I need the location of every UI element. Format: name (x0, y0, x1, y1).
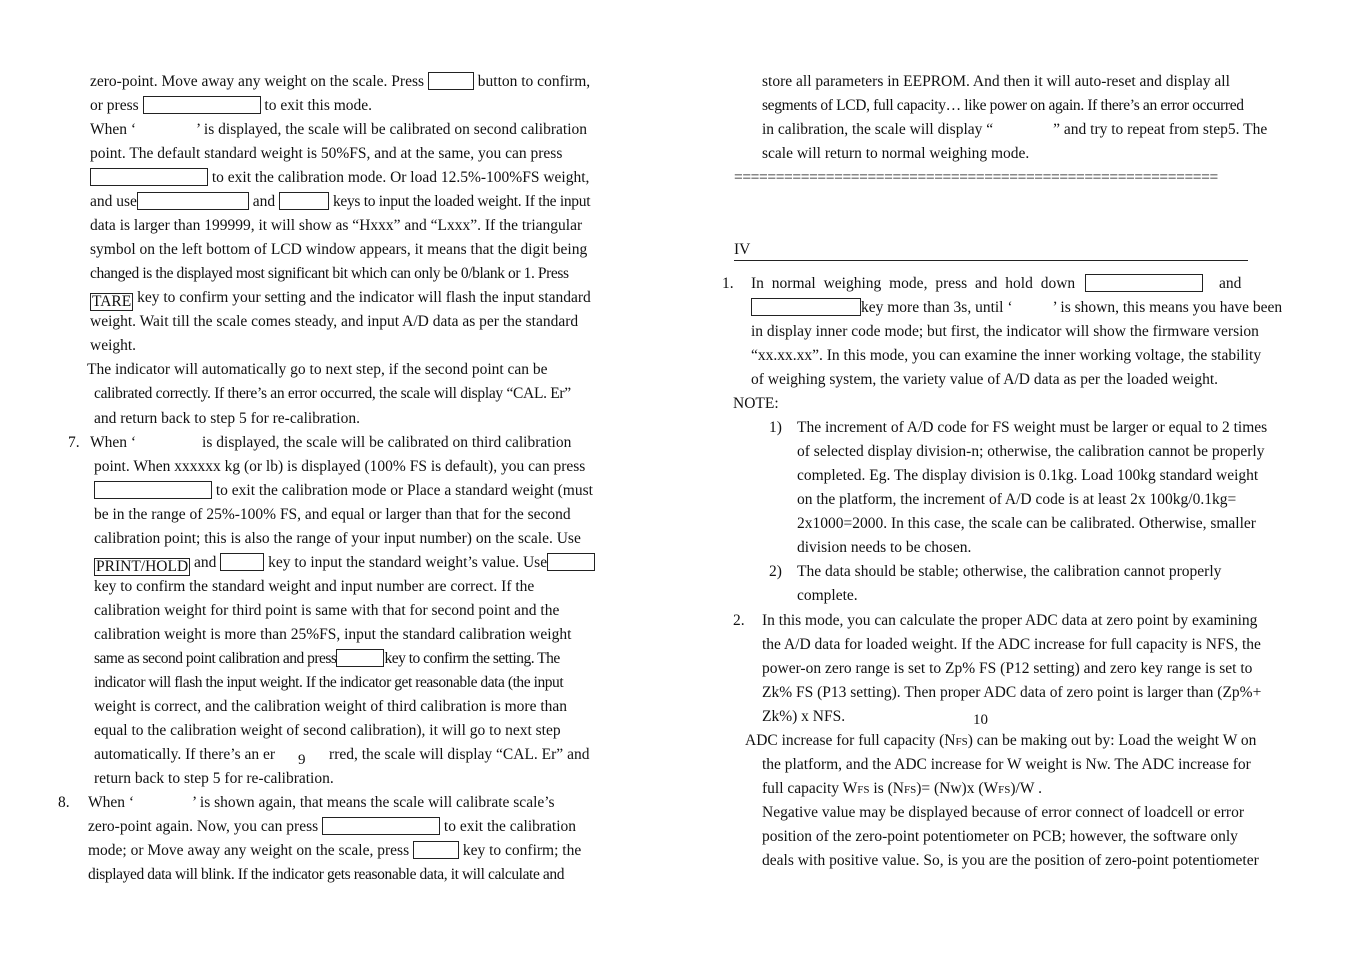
text: and (252, 193, 276, 210)
text-line (90, 144, 562, 164)
text: The indicator will automatically go to next step, if the second point can be (87, 361, 548, 378)
text: the A/D data for loaded weight. If the ADC increase for full capacity is NFS, the (762, 636, 1261, 653)
subscript: FS (857, 784, 870, 796)
text: Negative value may be displayed because of error connect of loadcell or error (762, 804, 1244, 821)
text: of selected display division-n; otherwise, the calibration cannot be properly (797, 443, 1265, 460)
text: in display inner code mode; but first, the indicator will show the firmware version (751, 323, 1259, 340)
list-number: 2) (769, 563, 782, 580)
text-line (762, 144, 1029, 164)
text: division needs to be chosen. (797, 539, 972, 556)
text: When ‘ (88, 794, 135, 811)
key-box (322, 817, 440, 835)
subscript: FS (955, 736, 968, 748)
text-line (94, 673, 563, 693)
text-line (797, 466, 1258, 486)
text: point. When xxxxxx kg (or lb) is displayed (100% FS is default), you can press (94, 458, 586, 475)
key-box (751, 298, 861, 316)
text-line (90, 288, 591, 308)
print-hold-key: PRINT/HOLD (96, 558, 189, 575)
text: ” and try to repeat from step5. The (1053, 121, 1268, 138)
text-line (90, 72, 616, 92)
text-line (90, 433, 571, 453)
text: weight is correct, and the calibration weight of third calibration is more than (94, 698, 568, 715)
text: power-on zero range is set to Zp% FS (P12 setting) and zero key range is set to (762, 660, 1253, 677)
text-line (88, 841, 581, 861)
text: calibration point; this is also the range of your input number) on the scale. Use (94, 530, 581, 547)
text: equal to the calibration weight of second calibration), it will go to next step (94, 722, 561, 739)
text-line (762, 635, 1261, 655)
text: calibration weight for third point is same with that for second point and the (94, 602, 560, 619)
text: NOTE: (733, 395, 779, 412)
text: key to confirm your setting and the indicator will flash the input standard (137, 289, 591, 306)
key-box (137, 192, 249, 210)
text-line (751, 298, 1282, 318)
text: zero-point. Move away any weight on the scale. Press (90, 73, 425, 90)
text-line (94, 721, 561, 741)
text: ’ is shown, this means you have been (1052, 299, 1283, 316)
text: )/W . (1010, 780, 1042, 797)
key-box (547, 553, 595, 571)
text: to exit the calibration mode or Place a standard weight (must (215, 482, 593, 499)
key-box (1085, 274, 1203, 292)
subscript: FS (903, 784, 917, 796)
text-line (762, 611, 1257, 631)
text: is (N (869, 780, 904, 797)
text: Zk% FS (P13 setting). Then proper ADC data of zero point is larger than (Zp%+ (762, 684, 1262, 701)
text-line (94, 553, 595, 573)
text-line (797, 418, 1267, 438)
key-box (94, 481, 212, 499)
text: scale will return to normal weighing mode. (762, 145, 1030, 162)
key-box (279, 192, 329, 210)
separator-line: ========================================================== (734, 169, 1218, 186)
text: weight. (90, 337, 137, 354)
text: and (194, 554, 217, 571)
note-label (733, 394, 779, 414)
text: on the platform, the increment of A/D code is at least 2x 100kg/0.1kg= (797, 491, 1237, 508)
page-number: 10 (973, 712, 988, 728)
text-line (94, 649, 560, 669)
text: and use (90, 193, 137, 210)
text-line (90, 168, 589, 188)
tare-key: TARE (92, 293, 132, 310)
key-box (413, 841, 459, 859)
text: weight. Wait till the scale comes steady, and input A/D data as per the standard (90, 313, 579, 330)
text-line (751, 370, 1218, 390)
list-number: 2. (733, 612, 745, 629)
text: changed is the displayed most significant bit which can only be 0/blank or 1. Press (90, 265, 569, 282)
text: “xx.xx.xx”. In this mode, you can examine the inner working voltage, the stability (751, 347, 1262, 364)
text-line (762, 120, 1267, 140)
text: )= (Nw)x (W (916, 780, 999, 797)
key-box (428, 72, 474, 90)
text: ’ is shown again, that means the scale will calibrate scale’s (192, 794, 555, 811)
list-number: 1. (722, 275, 734, 292)
text-line (797, 490, 1236, 510)
text: When ‘ (90, 434, 137, 451)
text-line (762, 803, 1244, 823)
text-line (94, 529, 581, 549)
text-line (90, 216, 582, 236)
text: In normal weighing mode, press and hold down (751, 275, 1076, 292)
text-line (90, 240, 587, 260)
text-line (762, 851, 1259, 871)
text: indicator will flash the input weight. If the indicator get reasonable data (the input (94, 674, 564, 691)
text-line (94, 505, 571, 525)
text: automatically. If there’s an er (94, 746, 276, 763)
key-box (336, 649, 384, 667)
text: in calibration, the scale will display “ (762, 121, 994, 138)
section-heading (734, 240, 1248, 261)
text-line (797, 538, 971, 558)
text: calibrated correctly. If there’s an error occurred, the scale will display “CAL. Er” (94, 385, 571, 402)
text-line (94, 697, 567, 717)
list-number: 7. (68, 434, 80, 451)
text: In this mode, you can calculate the proper ADC data at zero point by examining (762, 612, 1258, 629)
text: is displayed, the scale will be calibrated on third calibration (202, 434, 572, 451)
text-line (762, 755, 1251, 775)
text: The increment of A/D code for FS weight must be larger or equal to 2 times (797, 419, 1268, 436)
text: or press (90, 97, 139, 114)
text: ’ is displayed, the scale will be calibrated on second calibration (196, 121, 587, 138)
page-number: 9 (298, 752, 306, 768)
text-line (762, 827, 1238, 847)
text-line (90, 264, 569, 284)
text-line (797, 586, 858, 606)
text-line (94, 577, 534, 597)
text: completed. Eg. The display division is 0.1kg. Load 100kg standard weight (797, 467, 1259, 484)
text-line (90, 96, 372, 116)
text: segments of LCD, full capacity… like power on again. If there’s an error occurred (762, 97, 1244, 114)
text-line (751, 322, 1259, 342)
text: data is larger than 199999, it will show as “Hxxx” and “Lxxx”. If the triangular (90, 217, 583, 234)
text-line (762, 72, 1230, 92)
text-line (94, 745, 589, 765)
text: and (1218, 275, 1242, 292)
text-line (797, 514, 1256, 534)
text: deals with positive value. So, is you are the position of zero-point potentiometer (762, 852, 1259, 869)
text-line (90, 192, 590, 212)
text: the platform, and the ADC increase for W weight is Nw. The ADC increase for (762, 756, 1251, 773)
text: displayed data will blink. If the indicator gets reasonable data, it will calculate and (88, 866, 565, 883)
text: ) can be making out by: Load the weight W on (967, 732, 1257, 749)
text: zero-point again. Now, you can press (88, 818, 319, 835)
text-line (87, 360, 548, 380)
text-line (94, 409, 360, 429)
list-number: 1) (769, 419, 782, 436)
text: return back to step 5 for re-calibration. (94, 770, 334, 787)
key-box (220, 553, 264, 571)
text: keys to input the loaded weight. If the input (332, 193, 591, 210)
key-box (90, 168, 208, 186)
text: key to confirm the standard weight and input number are correct. If the (94, 578, 535, 595)
text: to exit the calibration mode. Or load 12.5%-100%FS weight, (211, 169, 590, 186)
text: point. The default standard weight is 50%FS, and at the same, you can press (90, 145, 563, 162)
text: IV (734, 241, 751, 258)
text-line (745, 731, 1256, 751)
text: ADC increase for full capacity (N (745, 732, 956, 749)
text: When ‘ (90, 121, 137, 138)
subscript: FS (998, 784, 1011, 796)
text: complete. (797, 587, 858, 604)
text-line (797, 442, 1264, 462)
text: and return back to step 5 for re-calibration. (94, 410, 360, 427)
text: Zk%) x NFS. (762, 708, 846, 725)
text: store all parameters in EEPROM. And then it will auto-reset and display all (762, 73, 1230, 90)
text-line (88, 865, 564, 885)
text: full capacity W (762, 780, 858, 797)
text-line (90, 336, 136, 356)
text-line (88, 817, 576, 837)
text: same as second point calibration and press (94, 650, 337, 667)
text-line (94, 457, 585, 477)
text: rred, the scale will display “CAL. Er” and (329, 746, 590, 763)
text-line (90, 312, 578, 332)
text: calibration weight is more than 25%FS, input the standard calibration weight (94, 626, 572, 643)
text: key to confirm; the (462, 842, 582, 859)
text-line (94, 481, 593, 501)
text: of weighing system, the variety value of A/D data as per the loaded weight. (751, 371, 1219, 388)
text: to exit this mode. (264, 97, 373, 114)
text-line (94, 601, 559, 621)
text-line (751, 274, 1241, 294)
text-line (88, 793, 555, 813)
text: The data should be stable; otherwise, the calibration cannot properly (797, 563, 1222, 580)
key-box (143, 96, 261, 114)
text-line (797, 562, 1221, 582)
text-line (94, 625, 571, 645)
text: mode; or Move away any weight on the scale, press (88, 842, 410, 859)
text-line (762, 683, 1261, 703)
text-line (762, 779, 1042, 799)
text-line (90, 120, 587, 140)
text-line (94, 384, 571, 404)
text: key to input the standard weight’s value. Use (268, 554, 548, 571)
text: to exit the calibration (443, 818, 577, 835)
list-number: 8. (58, 794, 70, 811)
text: be in the range of 25%-100% FS, and equal or larger than that for the second (94, 506, 571, 523)
text: symbol on the left bottom of LCD window appears, it means that the digit being (90, 241, 588, 258)
text: position of the zero-point potentiometer on PCB; however, the software only (762, 828, 1238, 845)
text: key to confirm the setting. The (384, 650, 560, 667)
text: button to confirm, (477, 73, 591, 90)
text-line (762, 707, 845, 727)
text-line (762, 659, 1252, 679)
text: key more than 3s, until ‘ (861, 299, 1013, 316)
text-line (751, 346, 1261, 366)
text-line (762, 96, 1244, 116)
text: 2x1000=2000. In this case, the scale can be calibrated. Otherwise, smaller (797, 515, 1256, 532)
text-line (94, 769, 334, 789)
